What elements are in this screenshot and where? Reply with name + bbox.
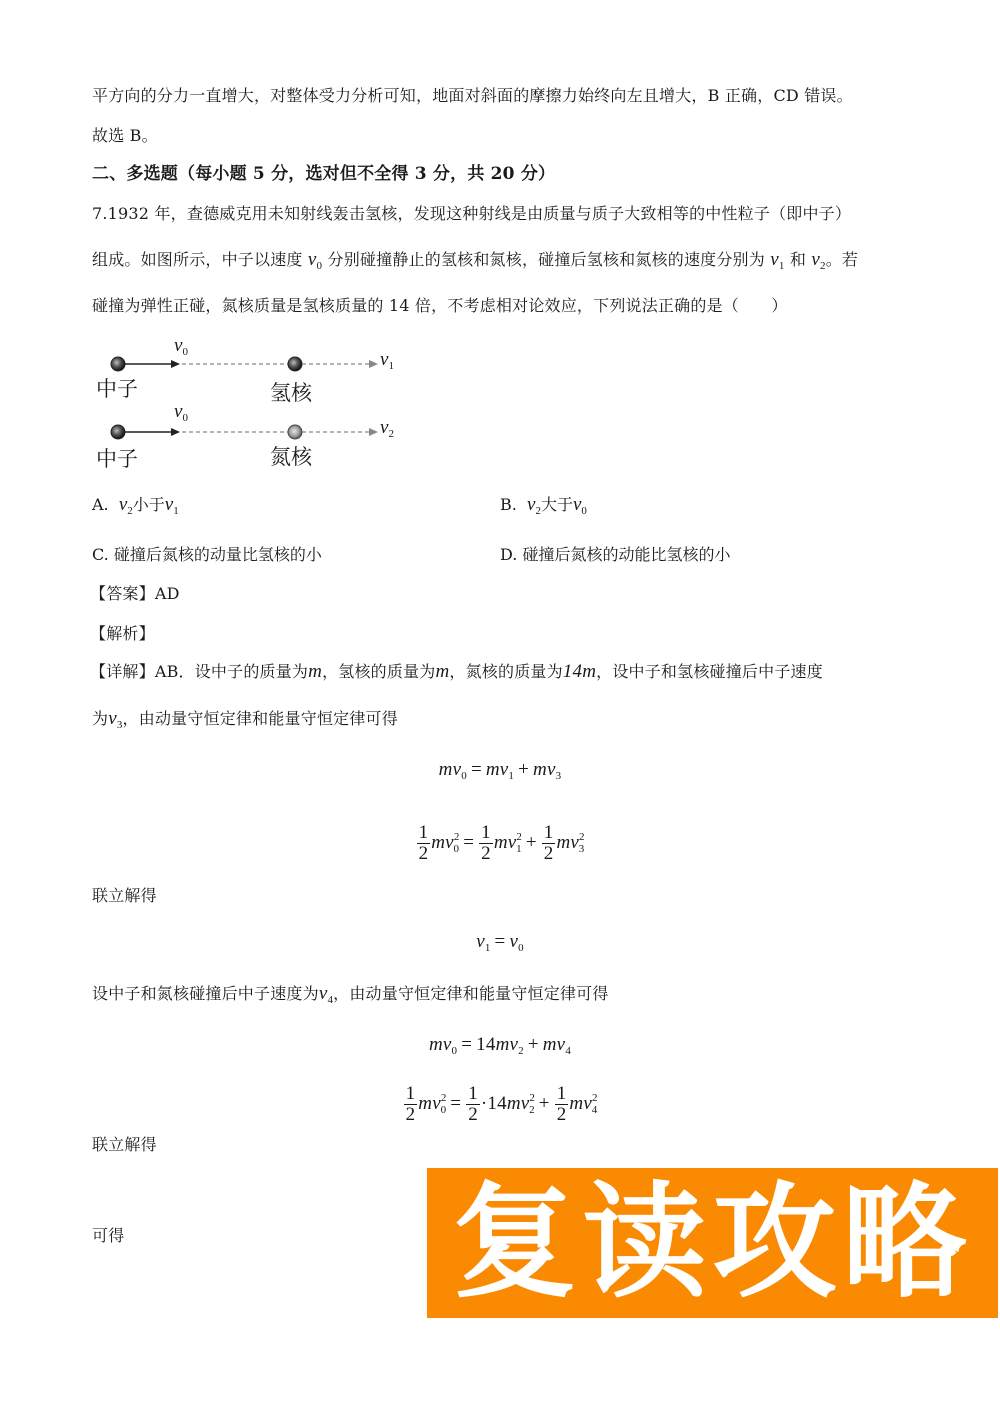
section-heading: 二、多选题（每小题 5 分，选对但不全得 3 分，共 20 分） [92,164,556,184]
diagram-v1-label: $v_1$ [380,349,394,372]
question-text-2c: 和 [789,250,807,269]
option-c: C. 碰撞后氮核的动量比氢核的小 [92,545,322,564]
diagram-neutron-label-2: 中子 [96,447,138,471]
diagram-neutron-label-1: 中子 [96,377,138,401]
equation-energy-hydrogen: $\frac{1}{2}$ $mv^2_0$ = $\frac{1}{2}$ $mv^2_1$ + $\frac{1}{2}$ $mv^2_3$ [418,822,585,864]
option-b: B. $v_2$大于$v_0$ [500,494,587,517]
neutron-ball-1 [111,357,125,371]
arrow-head-icon [171,428,180,436]
question-number: 7. [92,204,108,223]
answer-label: 【答案】 [90,584,155,603]
question-line-2 [92,249,858,277]
diagram-v0-label-1: $v_0$ [174,335,188,358]
v0-symbol: $v_0$ [307,249,323,272]
nitrogen-nucleus-ball [288,425,302,439]
diagram-hydrogen-label: 氢核 [270,381,312,405]
option-a: A. $v_2$小于$v_1$ [92,494,179,517]
hydrogen-nucleus-ball [288,357,302,371]
neutron-ball-2 [111,425,125,439]
detail-line-2: 为$v_3$，由动量守恒定律和能量守恒定律可得 [92,708,398,731]
solve-label-2: 联立解得 [92,1135,157,1154]
solve-label-1: 联立解得 [92,886,157,905]
v1-symbol: $v_1$ [770,249,785,272]
question-text-2b: 分别碰撞静止的氢核和氮核，碰撞后氢核和氮核的速度分别为 [327,250,765,269]
question-text-2a: 组成。如图所示，中子以速度 [92,250,303,269]
analysis-label: 【解析】 [90,624,155,643]
equation-momentum-hydrogen: $mv_0 = mv_1 + mv_3$ [438,759,562,782]
equation-energy-nitrogen: $\frac{1}{2}$ $mv^2_0$ = $\frac{1}{2}$ $\cdot 14mv^2_2$ + $\frac{1}{2}$ $mv^2_4$ [405,1083,598,1125]
equation-v1-equals-v0: $v_1 = v_0$ [476,931,524,954]
arrow-head-icon [369,360,378,368]
arrow-head-icon [171,360,180,368]
v2-symbol: $v_2$ [811,249,826,272]
diagram-v2-label: $v_2$ [380,417,394,440]
question-line-1 [92,203,851,225]
question-text-2d: 。若 [825,250,859,269]
diagram-v0-label-2: $v_0$ [174,401,188,424]
detail-line-3: 设中子和氮核碰撞后中子速度为$v_4$，由动量守恒定律和能量守恒定律可得 [92,983,609,1006]
equation-momentum-nitrogen: $mv_0 = 14mv_2 + mv_4$ [428,1034,572,1057]
question-text-1: 1932 年，查德威克用未知射线轰击氢核，发现这种射线是由质量与质子大致相等的中性粒子（即中子） [107,204,852,223]
result-label: 可得 [92,1226,125,1245]
collision-diagram-svg [92,335,412,475]
diagram-nitrogen-label: 氮核 [270,445,312,469]
detail-line-1: 【详解】AB．设中子的质量为m，氢核的质量为m，氮核的质量为14m，设中子和氢核碰撞后中子速度 [90,661,823,682]
answer-value: AD [154,584,180,603]
option-d: D. 碰撞后氮核的动能比氢核的小 [500,545,731,564]
watermark-banner: 复读攻略 [427,1168,998,1318]
prev-solution-line-2: 故选 B。 [92,126,158,145]
arrow-head-icon [369,428,378,436]
answer-line [90,583,180,605]
prev-solution-line-1: 平方向的分力一直增大，对整体受力分析可知，地面对斜面的摩擦力始终向左且增大，B 正确，CD 错误。 [92,86,853,105]
collision-diagram [92,335,412,475]
question-line-3: 碰撞为弹性正碰，氮核质量是氢核质量的 14 倍，不考虑相对论效应，下列说法正确的是（ ） [92,296,788,315]
